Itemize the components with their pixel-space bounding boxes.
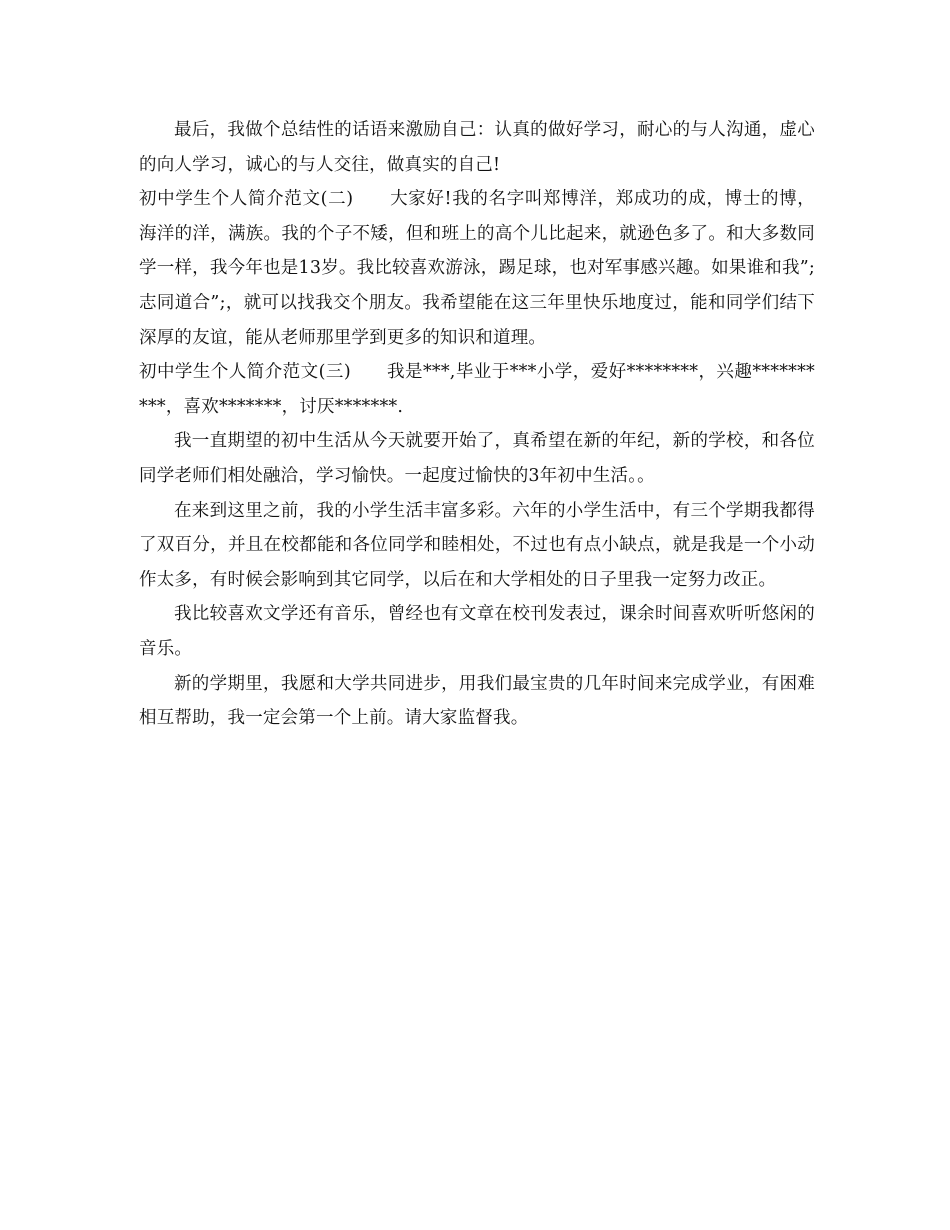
paragraph-new-semester: 新的学期里，我愿和大学共同进步，用我们最宝贵的几年时间来完成学业，有困难相互帮助，我一定会第一个上前。请大家监督我。	[139, 673, 815, 729]
paragraph-sample-two: 初中学生个人简介范文(二) 大家好!我的名字叫郑博洋，郑成功的成，博士的博，海洋的洋，满族。我的个子不矮，但和班上的高个儿比起来，就逊色多了。和大多数同学一样，我今年也是13岁。我比较喜欢游泳，踢足球，也对军事感兴趣。如果谁和我”;志同道合”;，就可以找我交个朋友。我希望能在这三年里快乐地度过，能和同学们结下深厚的友谊，能从老师那里学到更多的知识和道理。	[139, 189, 815, 348]
paragraph-expectation: 我一直期望的初中生活从今天就要开始了，真希望在新的年纪，新的学校，和各位同学老师们相处融洽，学习愉快。一起度过愉快的3年初中生活。。	[139, 431, 815, 486]
paragraph-hobbies: 我比较喜欢文学还有音乐，曾经也有文章在校刊发表过，课余时间喜欢听听悠闲的音乐。	[139, 604, 815, 659]
document-body	[139, 113, 815, 736]
paragraph-conclusion: 最后，我做个总结性的话语来激励自己：认真的做好学习，耐心的与人沟通，虚心的向人学习，诚心的与人交往，做真实的自己!	[139, 120, 815, 175]
paragraph-sample-three: 初中学生个人简介范文(三) 我是***,毕业于***小学，爱好********，兴趣**********，喜欢*******，讨厌*******.	[139, 362, 815, 417]
paragraph-primary-school: 在来到这里之前，我的小学生活丰富多彩。六年的小学生活中，有三个学期我都得了双百分，并且在校都能和各位同学和睦相处，不过也有点小缺点，就是我是一个小动作太多，有时候会影响到其它同学，以后在和大学相处的日子里我一定努力改正。	[139, 500, 815, 590]
